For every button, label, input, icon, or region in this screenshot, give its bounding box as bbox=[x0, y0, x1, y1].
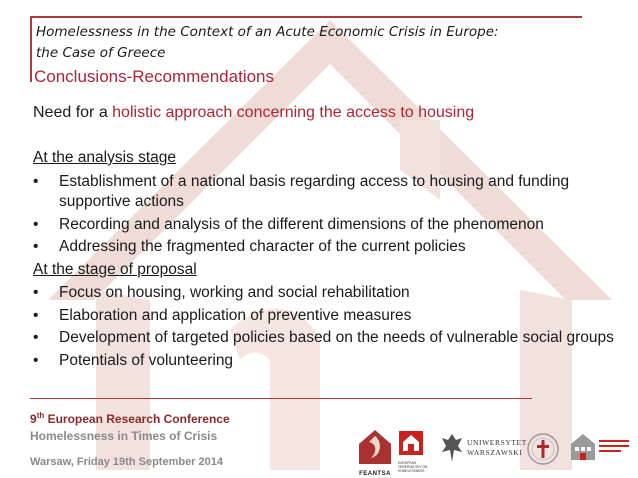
recommendations-body bbox=[33, 148, 633, 373]
bullet-icon: • bbox=[33, 306, 39, 324]
conf-title: European Research Conference bbox=[44, 412, 230, 426]
university-logo bbox=[440, 432, 527, 468]
bullet-icon: • bbox=[33, 351, 39, 369]
observatory-logo bbox=[398, 430, 430, 476]
list-item: • Development of targeted policies based on the needs of vulnerable social groups bbox=[33, 328, 633, 349]
feantsa-house-icon bbox=[357, 428, 393, 466]
presentation-title bbox=[36, 22, 499, 64]
cross-seal-icon bbox=[526, 432, 560, 466]
intro-statement bbox=[33, 104, 474, 122]
house-network-logo bbox=[570, 432, 632, 468]
list-item: • Elaboration and application of preventive measures bbox=[33, 306, 633, 327]
title-line-2: the Case of Greece bbox=[36, 45, 166, 61]
intro-highlight: holistic approach concerning the access to housing bbox=[112, 104, 475, 121]
eagle-emblem-icon bbox=[440, 432, 464, 464]
list-item: • Focus on housing, working and social rehabilitation bbox=[33, 283, 633, 304]
analysis-list bbox=[33, 172, 633, 258]
bullet-icon: • bbox=[33, 238, 39, 255]
conference-info bbox=[30, 407, 230, 445]
proposal-stage-label: At the stage of proposal bbox=[33, 260, 197, 278]
bullet-icon: • bbox=[33, 215, 39, 233]
bottom-rule bbox=[30, 398, 532, 399]
bullet-icon: • bbox=[33, 172, 39, 190]
grey-house-icon bbox=[570, 432, 596, 462]
intro-prefix: Need for a bbox=[33, 104, 113, 121]
observatory-label: EUROPEAN OBSERVATORY ON HOMELESSNESS bbox=[398, 461, 428, 473]
list-item: • Establishment of a national basis regarding access to housing and funding supportive actions bbox=[33, 172, 570, 210]
feantsa-logo bbox=[357, 428, 393, 476]
bullet-icon: • bbox=[33, 329, 39, 346]
top-rule bbox=[30, 16, 582, 18]
feantsa-label: FEANTSA bbox=[359, 471, 391, 477]
list-item: • Potentials of volunteering bbox=[33, 351, 633, 372]
seal-logo bbox=[526, 432, 560, 466]
conf-number: 9 bbox=[30, 412, 37, 426]
conference-date: Warsaw, Friday 19th September 2014 bbox=[30, 456, 223, 468]
conf-suffix: th bbox=[36, 411, 45, 420]
section-heading: Conclusions-Recommendations bbox=[34, 67, 275, 86]
analysis-stage-label: At the analysis stage bbox=[33, 149, 177, 166]
bullet-icon: • bbox=[33, 284, 39, 301]
proposal-list bbox=[33, 283, 633, 371]
house-network-text-lines bbox=[599, 440, 629, 452]
list-item: • Recording and analysis of the different dimensions of the phenomenon bbox=[33, 215, 633, 236]
title-line-1: Homelessness in the Context of an Acute Economic Crisis in Europe: bbox=[36, 24, 499, 40]
observatory-house-icon bbox=[398, 430, 424, 456]
list-item: • Addressing the fragmented character of the current policies bbox=[33, 237, 633, 258]
left-rule bbox=[30, 16, 32, 82]
conf-subtitle: Homelessness in Times of Crisis bbox=[30, 429, 218, 443]
university-name: UNIWERSYTET WARSZAWSKI bbox=[467, 438, 527, 457]
